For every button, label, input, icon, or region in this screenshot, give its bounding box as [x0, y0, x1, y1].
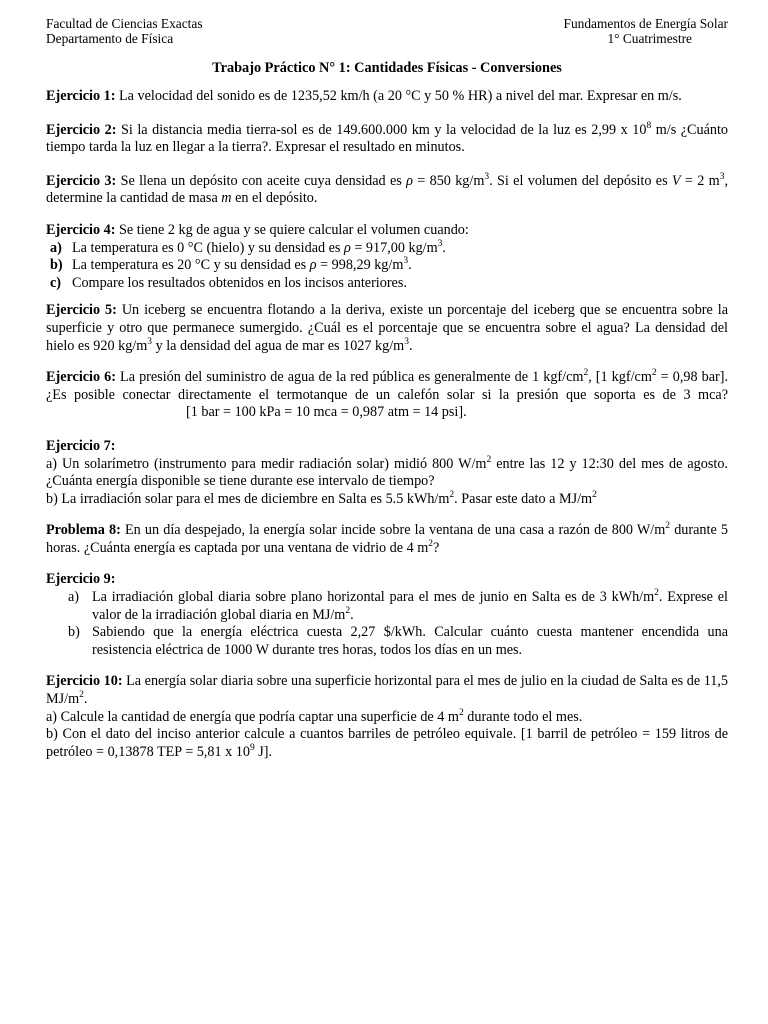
- exercise-10-part-a: [46, 709, 728, 727]
- superscript: 2: [665, 521, 671, 532]
- item-text: [72, 257, 412, 275]
- superscript: 3: [147, 336, 153, 347]
- exercise-2: [46, 122, 728, 157]
- exercise-text: . Pasar este dato a MJ/m: [454, 490, 593, 507]
- exercise-text: durante todo el mes.: [463, 708, 583, 725]
- exercise-text: .: [83, 691, 88, 708]
- item-marker: a): [50, 239, 62, 256]
- faculty-name: Facultad de Ciencias Exactas: [46, 16, 203, 31]
- exercise-7: [46, 438, 728, 456]
- list-item: [46, 257, 728, 275]
- rho-symbol: ρ: [406, 172, 413, 189]
- superscript: 9: [249, 742, 255, 753]
- list-item: [46, 240, 728, 258]
- exercise-label: Ejercicio 4:: [46, 221, 116, 238]
- exercise-4-items: [46, 240, 728, 293]
- exercise-5: [46, 302, 728, 355]
- item-text: [72, 240, 446, 258]
- exercise-text: ?: [433, 539, 440, 556]
- exercise-4: [46, 222, 728, 240]
- exercise-text: Si la distancia media tierra-sol es de 149.600.000 km y la velocidad de la luz es 2,99 x 10: [120, 121, 647, 138]
- exercise-text: .: [408, 337, 413, 354]
- item-text-part: .: [350, 606, 354, 623]
- item-marker: a): [68, 589, 80, 606]
- exercise-7-part-a: [46, 456, 728, 491]
- superscript: 2: [449, 489, 455, 500]
- exercise-text: J].: [254, 743, 273, 760]
- exercise-text: La energía solar diaria sobre una superficie horizontal para el mes de julio en la ciudad de Salta es de 11,5 MJ/m: [46, 673, 728, 708]
- exercise-text: , determine la cantidad de masa: [46, 172, 728, 207]
- exercise-label: Ejercicio 9:: [46, 571, 116, 588]
- superscript: 2: [651, 368, 657, 379]
- exercise-text: m/s ¿Cuánto tiempo tarda la luz en llegar a la tierra?. Expresar el resultado en minutos.: [46, 121, 729, 156]
- item-text: Compare los resultados obtenidos en los incisos anteriores.: [72, 274, 407, 291]
- exercise-9: [46, 571, 728, 589]
- header-left: [46, 16, 203, 46]
- exercise-text: , [1 kgf/cm: [588, 369, 652, 386]
- exercise-label: Ejercicio 5:: [46, 302, 117, 319]
- exercise-text: En un día despejado, la energía solar incide sobre la ventana de una casa a razón de 800 W/m: [124, 522, 666, 539]
- superscript: 3: [437, 238, 443, 249]
- mass-symbol: m: [221, 190, 232, 207]
- rho-symbol: ρ: [344, 239, 351, 256]
- problem-8: [46, 522, 728, 557]
- exercise-text: b) La irradiación solar para el mes de diciembre en Salta es 5.5 kWh/m: [46, 490, 450, 507]
- superscript: 3: [719, 171, 725, 182]
- exercise-7-part-b: [46, 491, 728, 509]
- exercise-3: [46, 173, 728, 208]
- exercise-text: La velocidad del sonido es de 1235,52 km/h (a 20 °C y 50 % HR) a nivel del mar. Expresar en m/s.: [119, 88, 682, 104]
- exercise-6: [46, 369, 728, 422]
- item-marker: b): [50, 257, 63, 274]
- exercise-1: [46, 88, 728, 106]
- exercise-label: Problema 8:: [46, 522, 121, 539]
- superscript: 2: [583, 368, 589, 379]
- exercise-text: y la densidad del agua de mar es 1027 kg/m: [152, 337, 405, 354]
- exercise-text: Se llena un depósito con aceite cuya densidad es: [120, 172, 407, 189]
- term-label: 1° Cuatrimestre: [607, 31, 692, 46]
- superscript: 8: [646, 120, 652, 131]
- exercise-label: Ejercicio 7:: [46, 437, 116, 454]
- exercise-label: Ejercicio 2:: [46, 121, 117, 138]
- exercise-text: entre las 12 y 12:30 del mes de agosto. ¿Cuánta energía disponible se tiene durante ese intervalo de tiempo?: [46, 455, 728, 490]
- exercise-text: = 0,98 bar]. ¿Es posible conectar directamente el termotanque de un calefón solar si la presión que soporta es de 3 mca?: [46, 369, 729, 403]
- exercise-text: durante 5 horas. ¿Cuánta energía es captada por una ventana de vidrio de 4 m: [46, 522, 728, 556]
- item-text-part: La temperatura es 0 °C (hielo) y su densidad es: [72, 239, 345, 256]
- exercise-9-items: [46, 589, 728, 659]
- volume-symbol: V: [671, 172, 681, 189]
- item-text-part: La irradiación global diaria sobre plano horizontal para el mes de junio en Salta es de 3 kWh/m: [92, 589, 655, 606]
- item-text: Sabiendo que la energía eléctrica cuesta 2,27 $/kWh. Calcular cuánto cuesta mantener encendida una resistencia eléctrica de 1000 W durante tres horas, todos los días en un mes.: [92, 624, 728, 658]
- exercise-text: a) Calcule la cantidad de energía que podría captar una superficie de 4 m: [46, 708, 459, 725]
- item-text-part: . Exprese el valor de la irradiación global diaria en MJ/m: [92, 589, 728, 623]
- page-header: [46, 16, 728, 46]
- superscript: 3: [484, 171, 490, 182]
- exercise-text: . Si el volumen del depósito es: [489, 172, 672, 189]
- item-text-part: = 917,00 kg/m: [350, 239, 438, 256]
- exercise-text: La presión del suministro de agua de la red pública es generalmente de 1 kgf/cm: [120, 369, 584, 386]
- list-item: [46, 275, 728, 293]
- exercise-text: en el depósito.: [231, 190, 318, 207]
- list-item: [46, 589, 728, 624]
- exercise-text: a) Un solarímetro (instrumento para medir radiación solar) midió 800 W/m: [46, 455, 487, 472]
- superscript: 2: [592, 489, 597, 500]
- superscript: 3: [404, 336, 409, 347]
- exercise-label: Ejercicio 10:: [46, 673, 123, 690]
- exercise-label: Ejercicio 1:: [46, 88, 116, 104]
- rho-symbol: ρ: [309, 257, 317, 274]
- exercise-label: Ejercicio 6:: [46, 369, 116, 386]
- exercise-text: b) Con el dato del inciso anterior calcule a cuantos barriles de petróleo equivale. [1 barril de petróleo = 159 litros de petróleo = 0,13878 TEP = 5,81 x 10: [46, 726, 728, 760]
- exercise-10: [46, 673, 728, 708]
- exercise-text: Se tiene 2 kg de agua y se quiere calcular el volumen cuando:: [119, 221, 469, 238]
- exercise-text: = 2 m: [680, 172, 720, 189]
- superscript: 2: [654, 588, 659, 599]
- item-text-part: = 998,29 kg/m: [316, 257, 404, 274]
- superscript: 2: [458, 707, 464, 718]
- header-right: [564, 16, 729, 46]
- superscript: 2: [79, 690, 84, 701]
- item-text-part: .: [442, 239, 446, 256]
- superscript: 3: [403, 256, 409, 267]
- item-marker: c): [50, 274, 62, 291]
- course-name: Fundamentos de Energía Solar: [563, 16, 728, 31]
- item-text-part: .: [408, 257, 412, 274]
- exercise-label: Ejercicio 3:: [46, 172, 117, 189]
- superscript: 2: [428, 538, 434, 549]
- exercise-10-part-b: [46, 726, 728, 761]
- exercise-text: Un iceberg se encuentra flotando a la deriva, existe un porcentaje del iceberg que se encuentra sobre la superficie y otro que permanece sumergido. ¿Cuál es el porcentaje que se encuentra sobre el agua? La densidad del hielo es 920 kg/m: [46, 302, 728, 354]
- superscript: 2: [345, 605, 351, 616]
- item-text-part: La temperatura es 20 °C y su densidad es: [72, 257, 310, 274]
- department-name: Departamento de Física: [46, 31, 174, 46]
- item-marker: b): [68, 624, 80, 641]
- item-text: [92, 589, 728, 624]
- exercise-text: = 850 kg/m: [412, 172, 485, 189]
- page-title: Trabajo Práctico N° 1: Cantidades Físicas - Conversiones: [212, 60, 562, 76]
- superscript: 2: [486, 454, 492, 465]
- conversion-note: [1 bar = 100 kPa = 10 mca = 0,987 atm = 14 psi].: [186, 404, 467, 421]
- list-item: [46, 624, 728, 659]
